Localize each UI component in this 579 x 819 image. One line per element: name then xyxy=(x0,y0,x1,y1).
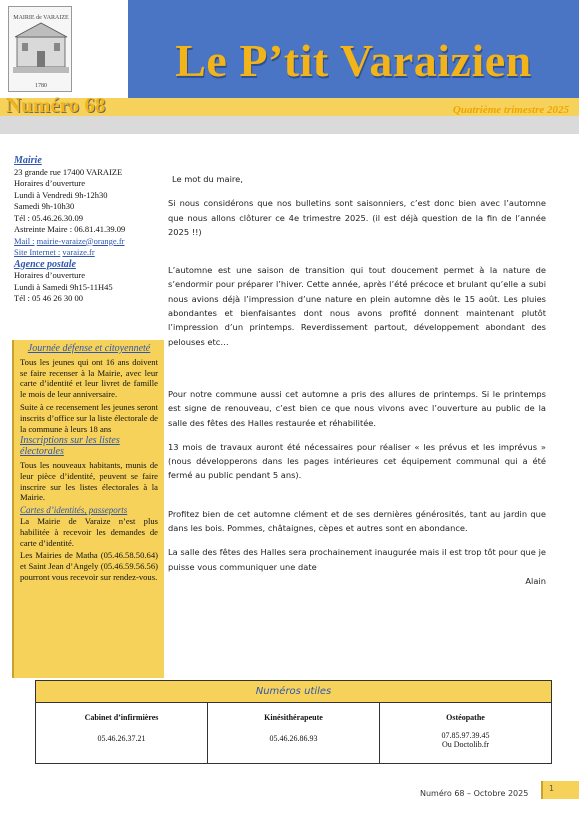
jdc-title: Journée défense et citoyenneté xyxy=(27,343,151,354)
letter-signature: Alain xyxy=(525,575,546,586)
mairie-site xyxy=(14,247,160,259)
useful-numbers-title: Numéros utiles xyxy=(36,681,551,703)
jdc-paragraph-2: Suite à ce recensement les jeunes seront inscrits d’office sur la liste électorale de la commune à leurs 18 ans xyxy=(20,401,158,434)
page-number: 1 xyxy=(541,781,579,799)
mayor-letter xyxy=(168,172,546,588)
newsletter-title: Le P’tit Varaizien xyxy=(175,35,532,86)
physio-name: Kinésithérapeute xyxy=(264,713,323,722)
letter-paragraph-3: Pour notre commune aussi cet automne a pris des allures de printemps. Si le printemps est signe de renouveau, c’est bien ce que nous vivons avec l’ouverture au public de la salle des fêtes des Halles restaurée et réhabilitée. xyxy=(168,388,546,428)
mairie-hours-label: Horaires d’ouverture xyxy=(14,178,86,188)
cards-title: Cartes d’identités, passeports xyxy=(20,505,128,516)
osteo-name: Ostéopathe xyxy=(446,713,485,722)
footer-issue-date: Numéro 68 – Octobre 2025 xyxy=(420,789,529,798)
cards-paragraph-1: La Mairie de Varaize n’est plus habilitée à recevoir les demandes de carte d’identité. xyxy=(20,515,158,548)
letter-paragraph-1: Si nous considérons que nos bulletins sont saisonniers, c’est donc bien avec l’automne que nous allons clôturer ce 4e trimestre 2025. (il est déjà question de la fin de l’année 2025 !!) xyxy=(168,198,546,237)
nurses-name: Cabinet d’infirmières xyxy=(84,713,159,722)
letter-greeting: Le mot du maire, xyxy=(172,174,243,184)
mairie-hours-saturday: Samedi 9h-10h30 xyxy=(14,201,75,211)
nurses-phone: 05.46.26.37.21 xyxy=(97,734,146,743)
lists-paragraph: Tous les nouveaux habitants, munis de leur pièce d’identité, peuvent se faire inscrire sur les listes électorales à la Mairie. xyxy=(20,459,158,503)
osteo-phone: 07.85.97.39.45 xyxy=(441,731,490,740)
useful-numbers-row xyxy=(36,703,551,763)
letter-paragraph-4: 13 mois de travaux auront été nécessaires pour réaliser « les prévus et les imprévus » (nous développerons dans les pages intérieures cet équipement communal qui a été fermé au public pendant 5 ans). xyxy=(168,441,546,481)
agence-title: Agence postale xyxy=(14,258,76,270)
mairie-astreinte: Astreinte Maire : 06.81.41.39.09 xyxy=(14,224,126,234)
physio-cell xyxy=(208,703,380,763)
useful-numbers-table xyxy=(35,680,552,764)
nurses-cell xyxy=(36,703,208,763)
mairie-phone: Tél : 05.46.26.30.09 xyxy=(14,212,83,223)
physio-phone: 05.46.26.86.93 xyxy=(269,734,318,743)
osteo-cell xyxy=(380,703,551,763)
info-box xyxy=(12,340,164,678)
mail-link[interactable]: mairie-varaize@orange.fr xyxy=(36,235,125,246)
cards-paragraph-2: Les Mairies de Matha (05.46.58.50.64) et Saint Jean d’Angely (05.46.59.56.56) pourront vous recevoir sur rendez-vous. xyxy=(20,550,158,582)
logo-text-bottom: 1780 xyxy=(35,83,47,89)
agence-hours-label: Horaires d’ouverture xyxy=(14,270,86,280)
mairie-hours-weekday: Lundi à Vendredi 9h-12h30 xyxy=(14,189,108,200)
site-label: Site Internet : xyxy=(14,247,61,257)
mairie-title: Mairie xyxy=(14,155,42,166)
issue-quarter: Quatrième trimestre 2025 xyxy=(452,104,569,116)
letter-paragraph-5: Profitez bien de cet automne clément et de ses dernières générosités, tant au jardin que dans les bois. Pommes, châtaignes, cèpes et autres sont en abondance. xyxy=(168,508,546,534)
issue-number: Numéro 68 xyxy=(6,93,106,117)
site-link[interactable]: varaize.fr xyxy=(62,247,95,257)
gray-band xyxy=(0,116,579,134)
letter-paragraph-6: La salle des fêtes des Halles sera prochainement inaugurée mais il est trop tôt pour que je puisse vous communiquer une date xyxy=(168,547,546,572)
mairie-mail xyxy=(14,236,160,248)
agence-hours: Lundi à Samedi 9h15-11H45 xyxy=(14,281,113,292)
lists-title: Inscriptions sur les listes électorales xyxy=(20,435,120,458)
town-hall-logo xyxy=(8,6,72,92)
letter-paragraph-2: L’automne est une saison de transition qui tout doucement permet à la nature de s’endormir pour préparer l’hiver. Cette année, après l’été précoce et brulant qu’elle a subi nous avions déjà l’impression d’une nature en plein automne dès le 15 août. Les pluies abondantes et bienfaisantes dont nous avons profité donnent maintenant plutôt l’impression d’un printemps. Reverdissement partout, développement abondant des pelouses etc… xyxy=(168,265,546,347)
mairie-address: 23 grande rue 17400 VARAIZE xyxy=(14,166,123,177)
logo-text-top: MAIRIE de VARAIZE xyxy=(13,15,69,21)
contact-column xyxy=(14,155,160,305)
jdc-paragraph-1: Tous les jeunes qui ont 16 ans doivent se faire recenser à la Mairie, avec leur carte d’identité et leur livret de famille le mois de leur anniversaire. xyxy=(20,356,158,400)
agence-phone: Tél : 05 46 26 30 00 xyxy=(14,293,83,303)
mail-label: Mail : xyxy=(14,235,35,246)
header xyxy=(0,0,579,130)
osteo-doctolib: Ou Doctolib.fr xyxy=(441,740,490,749)
